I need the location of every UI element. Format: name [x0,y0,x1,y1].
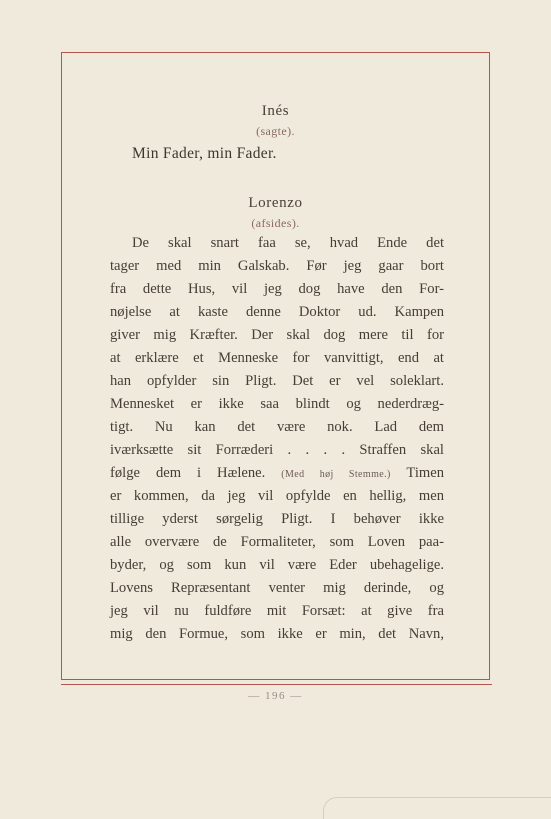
text-line: tigt. Nu kan det være nok. Lad dem [110,419,444,435]
ines-line: Min Fader, min Fader. [132,145,277,162]
text-segment: Timen [406,465,445,481]
page-curl-mark [323,797,551,819]
text-segment: følge dem i Hælene. [110,465,266,481]
text-line: nøjelse at kaste denne Doktor ud. Kampen [110,304,444,320]
text-line: giver mig Kræfter. Der skal dog mere til for [110,327,444,343]
text-line: tillige yderst sørgelig Pligt. I behøver ikke [110,511,444,527]
text-line: er kommen, da jeg vil opfylde en hellig, men [110,488,444,504]
inline-stage-direction: (Med høj Stemme.) [281,469,391,480]
text-line: mig den Formue, som ikke er min, det Navn, [110,626,444,642]
text-line: Lovens Repræsentant venter mig derinde, og [110,580,444,596]
stage-direction-ines: (sagte). [256,124,295,138]
text-line-with-direction [110,465,444,482]
text-line: fra dette Hus, vil jeg dog have den For- [110,281,444,297]
speaker-lorenzo: Lorenzo [248,195,303,211]
text-line: De skal snart faa se, hvad Ende det [132,235,444,251]
text-line: byder, og som kun vil være Eder ubehagelige. [110,557,444,573]
text-line: alle overvære de Formaliteter, som Loven paa- [110,534,444,550]
text-line: han opfylder sin Pligt. Det er vel soleklart. [110,373,444,389]
text-line: tager med min Galskab. Før jeg gaar bort [110,258,444,274]
page-border-bottom-rule [61,684,492,685]
text-line: at erklære et Menneske for vanvittigt, end at [110,350,444,366]
stage-direction-lorenzo: (afsides). [251,216,300,230]
text-line: jeg vil nu fuldføre mit Forsæt: at give fra [110,603,444,619]
page-number: — 196 — [248,690,303,702]
text-line: Mennesket er ikke saa blindt og nederdræg- [110,396,444,412]
speaker-ines: Inés [261,103,290,119]
text-line: iværksætte sit Forræderi . . . . Straffen skal [110,442,444,458]
